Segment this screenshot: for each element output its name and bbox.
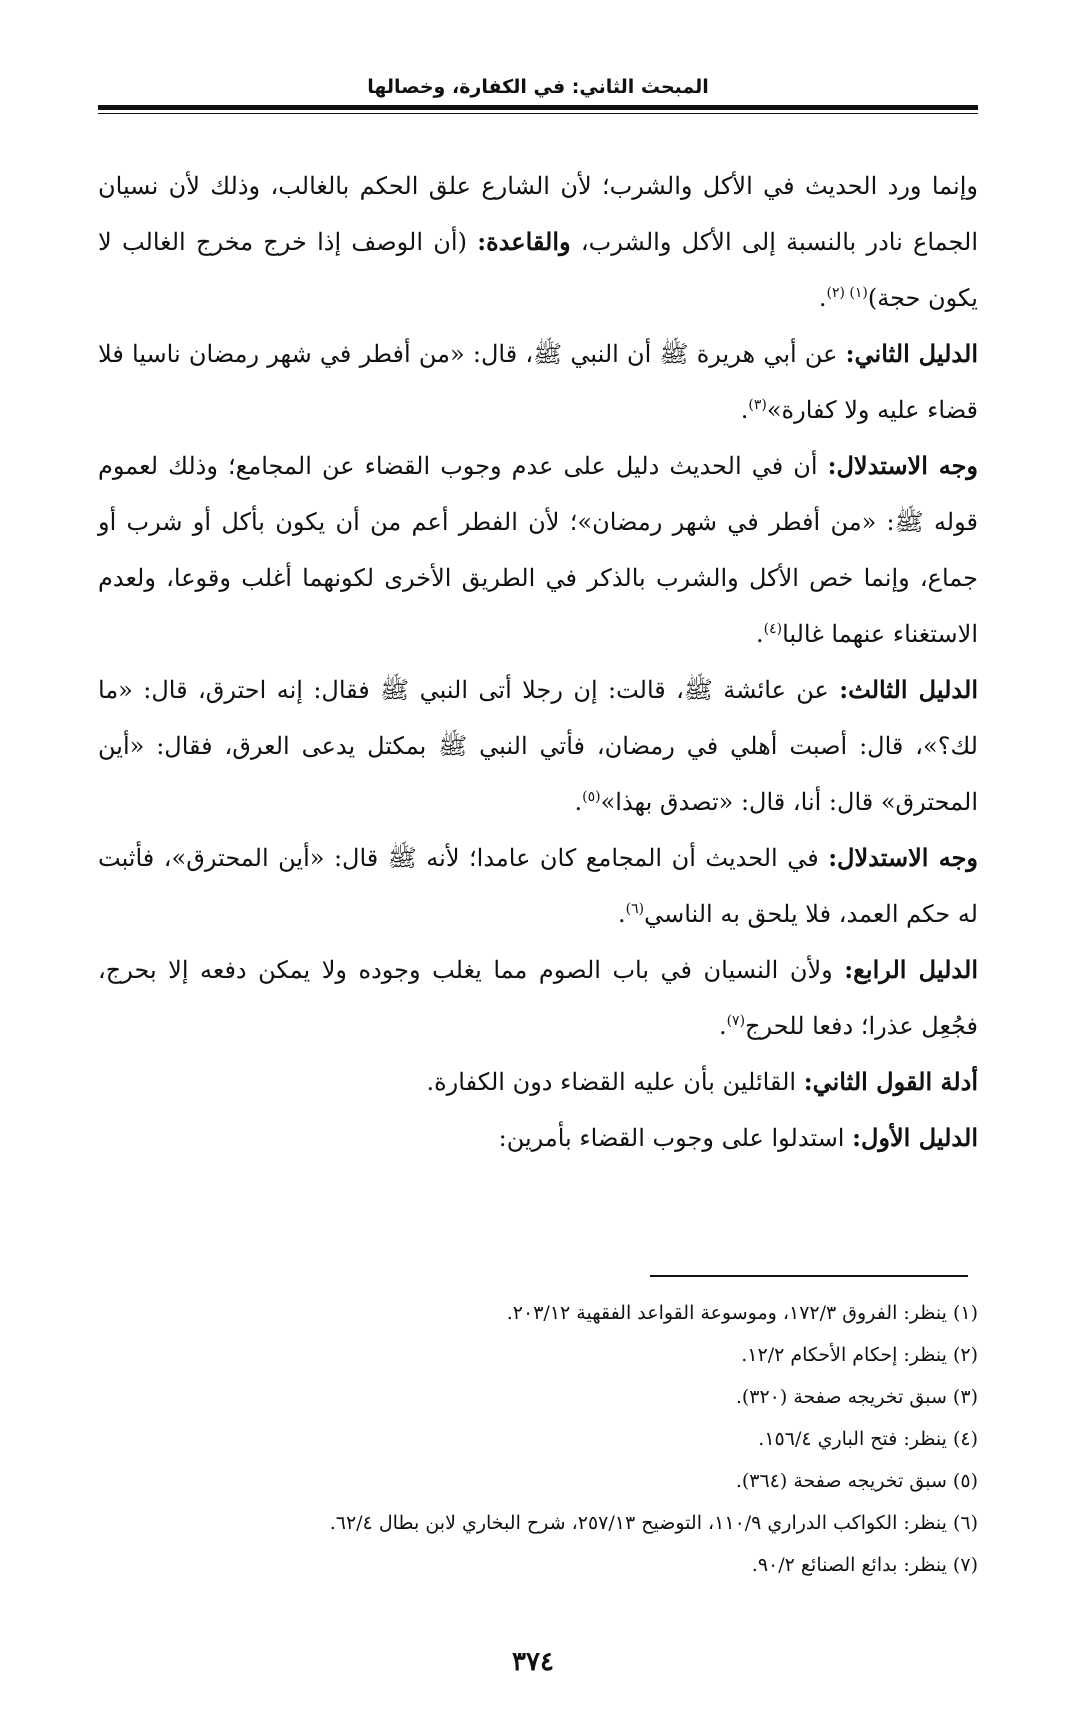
paragraph-heading: أدلة القول الثاني: [803,1067,978,1096]
paragraph-end: . [818,284,827,312]
paragraph-hadith-note [98,158,978,326]
paragraph-heading: الدليل الثالث: [839,675,978,704]
footnote-6: (٦) ينظر: الكواكب الدراري ١١٠/٩، التوضيح ٢٥٧/١٣، شرح البخاري لابن بطال ٦٢/٤. [329,1512,978,1534]
paragraph-end: . [740,396,749,424]
footnote-5: (٥) سبق تخريجه صفحة (٣٦٤). [735,1470,978,1492]
footnotes [98,1292,978,1586]
footnote-ref[interactable]: (٣) [748,397,767,413]
running-header-title: المبحث الثاني: في الكفارة، وخصالها [367,76,709,98]
footnote-ref[interactable]: (٦) [625,901,645,917]
paragraph-end: . [617,900,626,928]
paragraph-inference-1 [98,438,978,662]
paragraph-text: القائلين بأن عليه القضاء دون الكفارة. [426,1068,804,1096]
paragraph-end: . [755,620,764,648]
paragraph-text: في الحديث أن المجامع كان عامدا؛ لأنه ﷺ قال: «أين المحترق»، فأثبت له حكم العمد، فلا يلحق به الناسي [98,844,978,928]
paragraph-heading: الدليل الثاني: [845,339,978,368]
paragraph-heading: وجه الاستدلال: [828,843,979,872]
footnote-4: (٤) ينظر: فتح الباري ١٥٦/٤. [758,1428,978,1450]
footnote-7: (٧) ينظر: بدائع الصنائع ٩٠/٢. [751,1554,978,1576]
paragraph-end: . [718,1012,727,1040]
paragraph-text: أن في الحديث دليل على عدم وجوب القضاء عن المجامع؛ وذلك لعموم قوله ﷺ: «من أفطر في شهر رمضان»؛ لأن الفطر أعم من أن يكون بأكل أو شرب أو جماع، وإنما خص الأكل والشرب بالذكر في الطريق الأخرى لكونهما أغلب وقوعا، ولعدم الاستغناء عنهما غالبا [98,452,978,648]
main-text [98,158,978,1166]
header-rule-thin [98,113,978,114]
paragraph-heading: الدليل الرابع: [844,955,978,984]
footnote-ref[interactable]: (٥) [582,789,601,805]
paragraph-text: عن أبي هريرة ﷺ أن النبي ﷺ، قال: «من أفطر في شهر رمضان ناسيا فلا قضاء عليه ولا كفارة» [98,340,978,424]
paragraph-first-evidence [98,1110,978,1166]
footnote-1: (١) ينظر: الفروق ١٧٢/٣، وموسوعة القواعد الفقهية ٢٠٣/١٢. [506,1302,978,1324]
paragraph-heading: الدليل الأول: [852,1123,978,1152]
footnote-ref[interactable]: (٧) [726,1013,746,1029]
paragraph-text: وإنما ورد الحديث في الأكل والشرب؛ لأن الشارع علق الحكم بالغالب، وذلك لأن نسيان الجماع نادر بالنسبة إلى الأكل والشرب، [98,172,978,256]
header-rule-thick [98,105,978,110]
paragraph-text: عن عائشة ﷺ، قالت: إن رجلا أتى النبي ﷺ فقال: إنه احترق، قال: «ما لك؟»، قال: أصبت أهلي في رمضان، فأتي النبي ﷺ بمكتل يدعى العرق، فقال: «أين المحترق» قال: أنا، قال: «تصدق بهذا» [98,676,978,816]
footnote-ref[interactable]: (٤) [763,621,783,637]
paragraph-text: (أن الوصف إذا خرج مخرج الغالب لا يكون حجة) [98,228,978,312]
paragraph-inference-2 [98,830,978,942]
paragraph-text: ولأن النسيان في باب الصوم مما يغلب وجوده ولا يمكن دفعه إلا بحرج، فجُعِل عذرا؛ دفعا للحرج [98,956,978,1040]
paragraph-end: . [574,788,583,816]
paragraph-heading: وجه الاستدلال: [827,451,978,480]
paragraph-second-evidence [98,326,978,438]
footnote-separator [650,1275,968,1277]
footnote-2: (٢) ينظر: إحكام الأحكام ١٢/٢. [741,1344,978,1366]
paragraph-second-opinion [98,1054,978,1110]
footnote-3: (٣) سبق تخريجه صفحة (٣٢٠). [735,1386,978,1408]
page-number: ٣٧٤ [512,1647,554,1677]
footnote-ref[interactable]: (١) (٢) [826,285,868,301]
paragraph-text: استدلوا على وجوب القضاء بأمرين: [498,1124,853,1152]
rule-label: والقاعدة: [477,227,571,256]
paragraph-fourth-evidence [98,942,978,1054]
paragraph-third-evidence [98,662,978,830]
